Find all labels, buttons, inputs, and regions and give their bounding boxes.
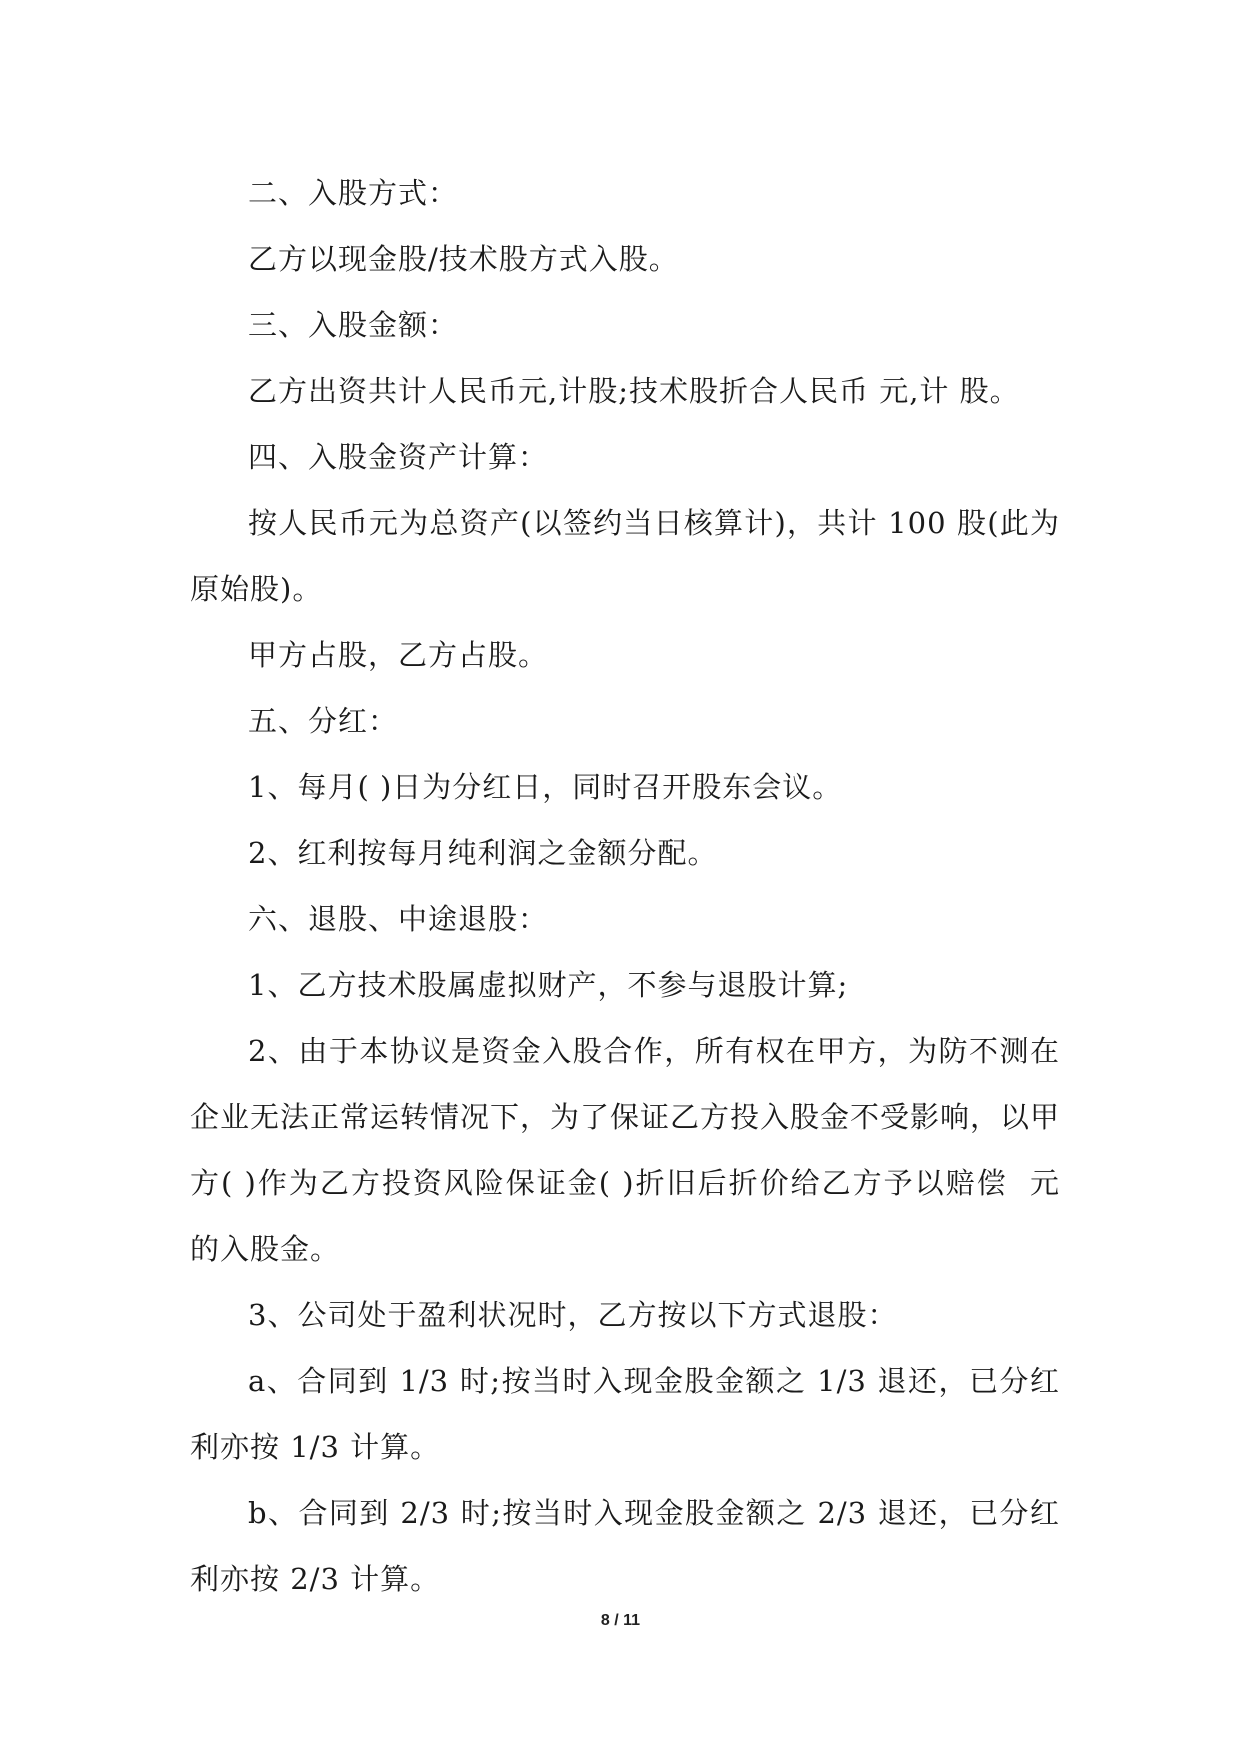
paragraph: 乙方以现金股/技术股方式入股。 <box>248 242 679 276</box>
list-item: 3、公司处于盈利状况时，乙方按以下方式退股： <box>248 1298 898 1332</box>
page-number: 8 / 11 <box>600 1612 641 1629</box>
paragraph: 乙方出资共计人民币元,计股;技术股折合人民币 元,计 股。 <box>248 374 1020 408</box>
list-item: 2、由于本协议是资金入股合作，所有权在甲方，为防不测在企业无法正常运转情况下，为了保证乙方投入股金不受影响，以甲方( )作为乙方投资风险保证金( )折旧后折价给乙方予以赔偿 元的入股金。 <box>190 1034 1061 1266</box>
list-item: 1、乙方技术股属虚拟财产，不参与退股计算; <box>248 968 849 1002</box>
section-heading-dividends: 五、分红： <box>248 704 399 738</box>
section-heading-asset-calculation: 四、入股金资产计算： <box>248 440 549 474</box>
document-body <box>190 160 1060 1612</box>
section-heading-withdrawal: 六、退股、中途退股： <box>248 902 549 936</box>
section-heading-share-amount: 三、入股金额： <box>248 308 459 342</box>
paragraph: 甲方占股，乙方占股。 <box>248 638 549 672</box>
sub-list-item: a、合同到 1/3 时;按当时入现金股金额之 1/3 退还，已分红利亦按 1/3 计算。 <box>190 1364 1060 1464</box>
section-heading-share-method: 二、入股方式： <box>248 176 459 210</box>
list-item: 1、每月( )日为分红日，同时召开股东会议。 <box>248 770 843 804</box>
paragraph: 按人民币元为总资产(以签约当日核算计)，共计 100 股(此为原始股)。 <box>190 506 1060 606</box>
list-item: 2、红利按每月纯利润之金额分配。 <box>248 836 718 870</box>
sub-list-item: b、合同到 2/3 时;按当时入现金股金额之 2/3 退还，已分红利亦按 2/3 计算。 <box>190 1496 1060 1596</box>
